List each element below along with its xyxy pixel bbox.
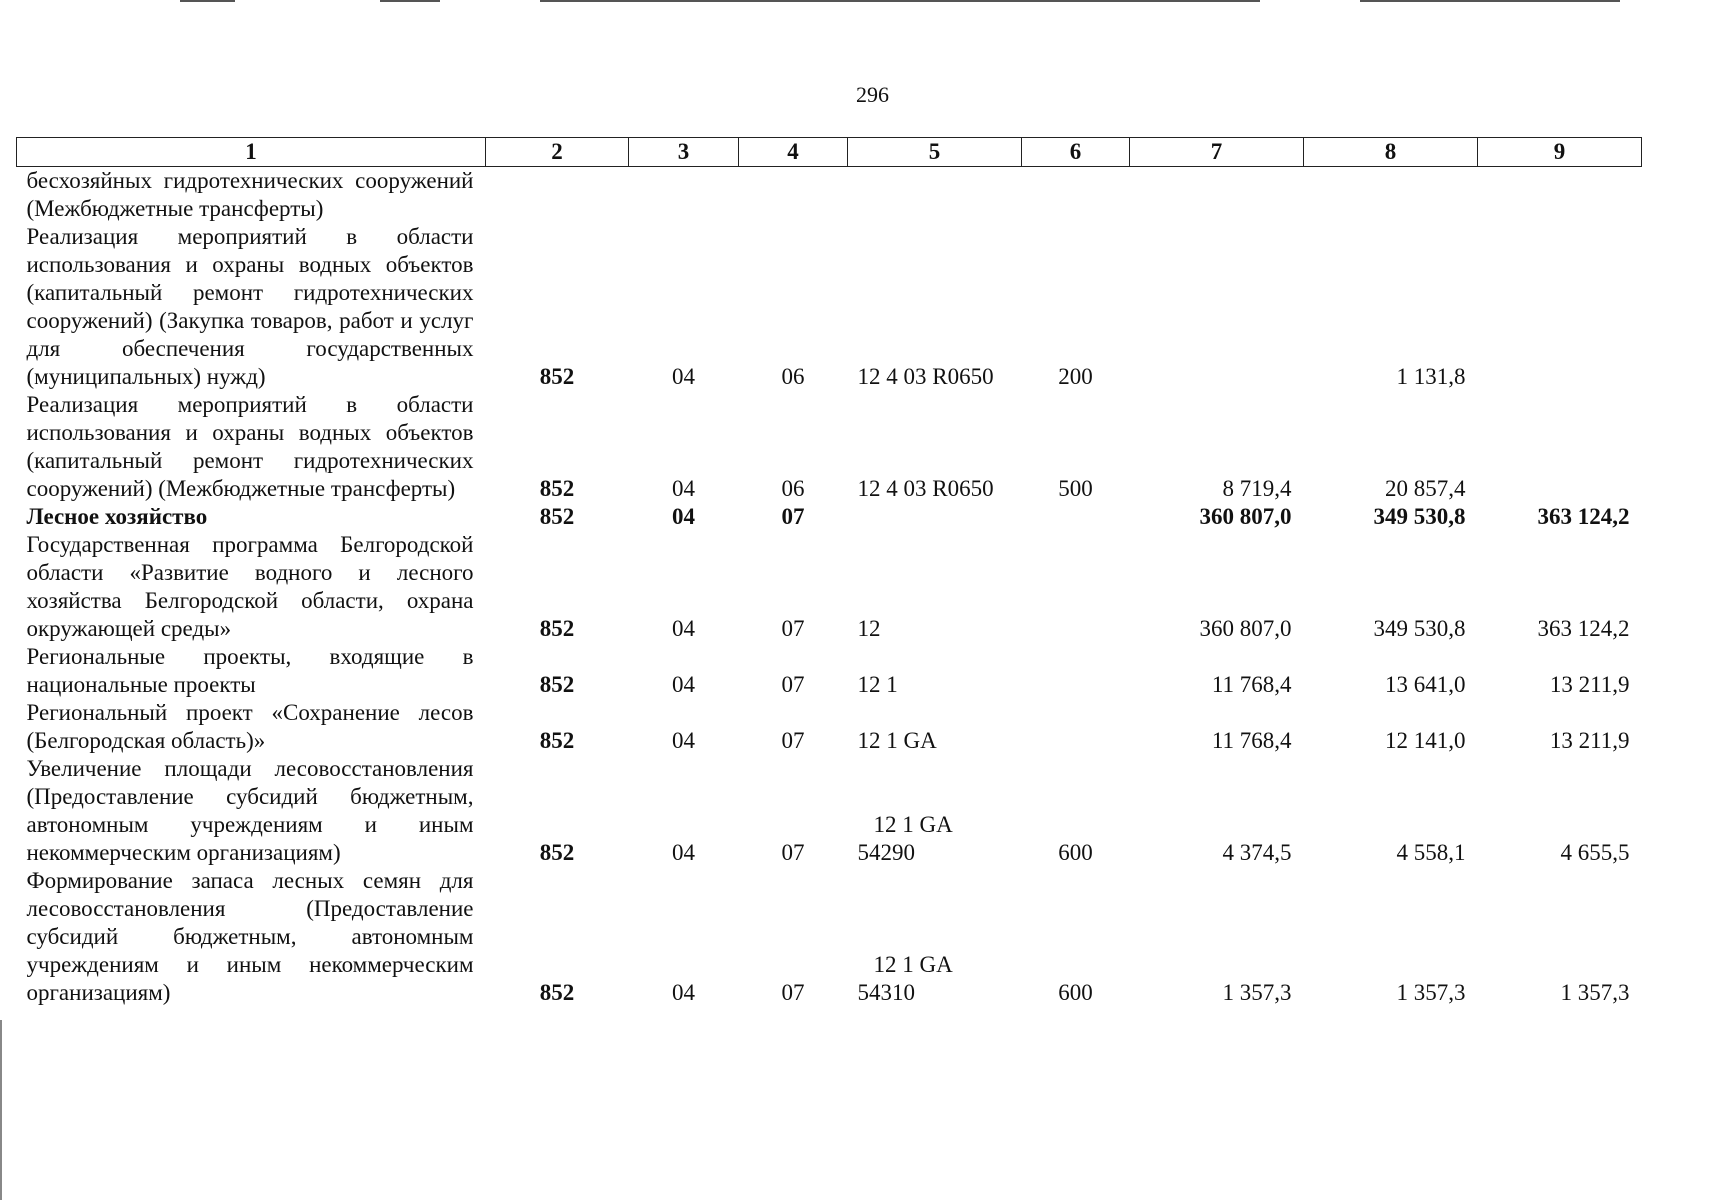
amount-col-7: 360 807,0: [1199, 504, 1292, 529]
table-row: [17, 391, 1642, 503]
subsection-code: 07: [781, 616, 805, 641]
ministry-code: 852: [539, 672, 575, 697]
table-row: [17, 223, 1642, 391]
amount-col-7: 1 357,3: [1222, 980, 1292, 1005]
target-article-code-part: 54310: [857, 980, 915, 1005]
amount-col-7: [1130, 223, 1304, 391]
row-name: Региональный проект «Сохранение лесов (Белгородская область)»: [26, 700, 474, 753]
section-code: [629, 167, 739, 224]
target-article-code: [848, 503, 1022, 531]
column-header: 7: [1130, 138, 1304, 167]
amount-col-8: 13 641,0: [1385, 672, 1466, 697]
table-row: [17, 867, 1642, 1007]
target-article-code: 12: [857, 616, 881, 641]
scan-artifact: [540, 0, 1260, 2]
table-row: [17, 699, 1642, 755]
target-article-code: [848, 167, 1022, 224]
ministry-code: 852: [539, 840, 575, 865]
page-number: 296: [856, 82, 889, 107]
amount-col-7: 8 719,4: [1222, 476, 1292, 501]
column-header: 6: [1022, 138, 1130, 167]
table-row: [17, 531, 1642, 643]
header-row: [17, 138, 1642, 167]
subsection-code: 07: [781, 980, 805, 1005]
scan-artifact: [380, 0, 440, 2]
row-name: Региональные проекты, входящие в национальные проекты: [26, 644, 474, 697]
row-name: Реализация мероприятий в области использования и охраны водных объектов (капитальный ремонт гидротехнических сооружений) (Закупка товаров, работ и услуг для обеспечения государственных (муниципальных) нужд): [26, 224, 474, 389]
row-name: Увеличение площади лесовосстановления (Предоставление субсидий бюджетным, автономным учреждениям и иным некоммерческим организациям): [26, 756, 474, 865]
budget-table: [16, 137, 1642, 1007]
subsection-code: 07: [781, 840, 805, 865]
target-article-code: [848, 755, 1022, 867]
amount-col-8: 1 357,3: [1396, 980, 1466, 1005]
expense-type-code: [1022, 167, 1130, 224]
row-name: Реализация мероприятий в области использования и охраны водных объектов (капитальный ремонт гидротехнических сооружений) (Межбюджетные трансферты): [26, 392, 474, 501]
section-code: 04: [672, 672, 695, 697]
amount-col-8: 349 530,8: [1373, 504, 1466, 529]
target-article-code: 12 1: [857, 672, 898, 697]
subsection-code: 06: [781, 364, 805, 389]
expense-type-code: [1022, 531, 1130, 643]
expense-type-code: 600: [1058, 980, 1093, 1005]
scan-artifact: [0, 1020, 2, 1200]
subsection-code: 06: [781, 476, 805, 501]
column-header: 2: [486, 138, 629, 167]
amount-col-9: 13 211,9: [1549, 728, 1630, 753]
amount-col-8: 12 141,0: [1385, 728, 1466, 753]
amount-col-9: [1478, 223, 1642, 391]
section-code: 04: [672, 476, 695, 501]
ministry-code: 852: [539, 728, 575, 753]
section-code: 04: [672, 616, 695, 641]
table-row: [17, 167, 1642, 224]
expense-type-code: [1022, 699, 1130, 755]
amount-col-8: 4 558,1: [1396, 840, 1466, 865]
row-name: Формирование запаса лесных семян для лесовосстановления (Предоставление субсидий бюджетным, автономным учреждениям и иным некоммерческим организациям): [26, 868, 474, 1005]
amount-col-7: 4 374,5: [1222, 840, 1292, 865]
column-header: 9: [1478, 138, 1642, 167]
amount-col-9: 363 124,2: [1537, 616, 1630, 641]
amount-col-7: 360 807,0: [1199, 616, 1292, 641]
ministry-code: 852: [539, 504, 575, 529]
ministry-code: [486, 167, 629, 224]
scan-artifact: [1360, 0, 1620, 2]
row-name: Лесное хозяйство: [26, 504, 208, 529]
section-code: 04: [672, 980, 695, 1005]
ministry-code: 852: [539, 364, 575, 389]
section-code: 04: [672, 728, 695, 753]
expense-type-code: [1022, 643, 1130, 699]
ministry-code: 852: [539, 476, 575, 501]
subsection-code: 07: [781, 672, 805, 697]
target-article-code-part: 12 1 GA: [873, 812, 953, 837]
target-article-code: [848, 867, 1022, 1007]
amount-col-9: 4 655,5: [1560, 840, 1630, 865]
amount-col-7: 11 768,4: [1211, 672, 1292, 697]
subsection-code: [739, 167, 848, 224]
target-article-code-part: 12 1 GA: [873, 952, 953, 977]
amount-col-7: 11 768,4: [1211, 728, 1292, 753]
amount-col-9: [1478, 167, 1642, 224]
table-row: [17, 503, 1642, 531]
row-name: Государственная программа Белгородской области «Развитие водного и лесного хозяйства Белгородской области, охрана окружающей среды»: [26, 532, 474, 641]
amount-col-9: [1478, 391, 1642, 503]
column-header: 1: [17, 138, 486, 167]
expense-type-code: 200: [1058, 364, 1093, 389]
section-code: 04: [672, 364, 695, 389]
amount-col-8: 349 530,8: [1373, 616, 1466, 641]
target-article-code: 12 1 GA: [857, 728, 937, 753]
amount-col-8: 1 131,8: [1396, 364, 1466, 389]
column-header: 8: [1304, 138, 1478, 167]
column-header: 4: [739, 138, 848, 167]
scan-artifact: [180, 0, 235, 2]
target-article-code-part: 54290: [857, 840, 915, 865]
expense-type-code: [1022, 503, 1130, 531]
amount-col-7: [1130, 167, 1304, 224]
column-header: 3: [629, 138, 739, 167]
amount-col-8: [1304, 167, 1478, 224]
expense-type-code: 500: [1058, 476, 1093, 501]
amount-col-9: 363 124,2: [1537, 504, 1630, 529]
section-code: 04: [672, 840, 695, 865]
table-row: [17, 755, 1642, 867]
amount-col-8: 20 857,4: [1385, 476, 1466, 501]
expense-type-code: 600: [1058, 840, 1093, 865]
amount-col-9: 13 211,9: [1549, 672, 1630, 697]
subsection-code: 07: [781, 504, 805, 529]
ministry-code: 852: [539, 616, 575, 641]
row-name: бесхозяйных гидротехнических сооружений (Межбюджетные трансферты): [26, 168, 474, 221]
subsection-code: 07: [781, 728, 805, 753]
target-article-code: 12 4 03 R0650: [857, 364, 994, 389]
table-row: [17, 643, 1642, 699]
column-header: 5: [848, 138, 1022, 167]
section-code: 04: [672, 504, 695, 529]
amount-col-9: 1 357,3: [1560, 980, 1630, 1005]
target-article-code: 12 4 03 R0650: [857, 476, 994, 501]
ministry-code: 852: [539, 980, 575, 1005]
